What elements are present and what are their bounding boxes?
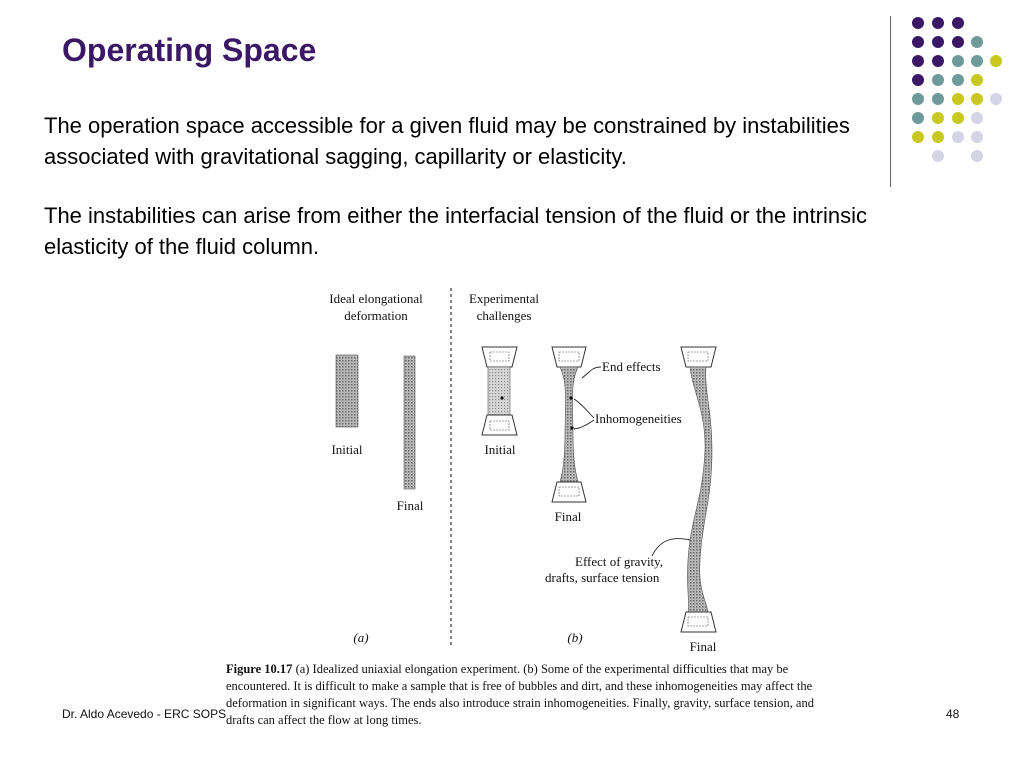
panel-a-heading-1: Ideal elongational bbox=[329, 291, 423, 306]
arrow-end-effects bbox=[582, 367, 601, 378]
sample-initial-b bbox=[482, 347, 517, 435]
label-inhomogeneities: Inhomogeneities bbox=[595, 411, 682, 426]
arrow-inhomogeneities-1 bbox=[574, 399, 594, 418]
caption-bold: Figure 10.17 bbox=[226, 662, 293, 676]
label-final-b: Final bbox=[554, 509, 582, 524]
paragraph-operation-space: The operation space accessible for a given fluid may be constrained by instabilities associated with gravitational sagging, capillarity or elasticity. bbox=[44, 113, 850, 169]
footer-author: Dr. Aldo Acevedo - ERC SOPS bbox=[62, 707, 227, 721]
arrow-inhomogeneities-2 bbox=[574, 420, 594, 429]
panel-b-heading-1: Experimental bbox=[468, 291, 540, 306]
page-number: 48 bbox=[946, 707, 960, 721]
label-b: (b) bbox=[567, 630, 583, 645]
label-final-a: Final bbox=[396, 498, 424, 513]
slide-title: Operating Space bbox=[62, 32, 317, 68]
figure-caption bbox=[226, 661, 816, 729]
sample-final-a bbox=[404, 356, 415, 489]
panel-a-heading-2: deformation bbox=[344, 308, 408, 323]
label-end-effects: End effects bbox=[602, 359, 661, 374]
sample-initial-a bbox=[336, 355, 358, 427]
label-initial-b: Initial bbox=[484, 442, 516, 457]
label-gravity-2: drafts, surface tension bbox=[545, 570, 660, 585]
paragraph-instabilities: The instabilities can arise from either the interfacial tension of the fluid or the intrinsic elasticity of the fluid column. bbox=[44, 203, 867, 259]
label-final-c: Final bbox=[689, 639, 717, 654]
label-gravity-1: Effect of gravity, bbox=[575, 554, 664, 569]
panel-b-heading-2: challenges bbox=[476, 308, 532, 323]
label-a: (a) bbox=[353, 630, 369, 645]
sample-final-sagging bbox=[681, 347, 716, 632]
caption-text: (a) Idealized uniaxial elongation experiment. (b) Some of the experimental difficulties that may be encountered. It is difficult to make a sample that is free of bubbles and dirt, and these inhomogeneities may affect the deformation in significant ways. The ends also introduce strain inhomogeneities. Finally, gravity, surface tension, and drafts can affect the flow at long times. bbox=[226, 662, 814, 727]
sample-final-b bbox=[552, 347, 586, 502]
label-initial-a: Initial bbox=[331, 442, 363, 457]
